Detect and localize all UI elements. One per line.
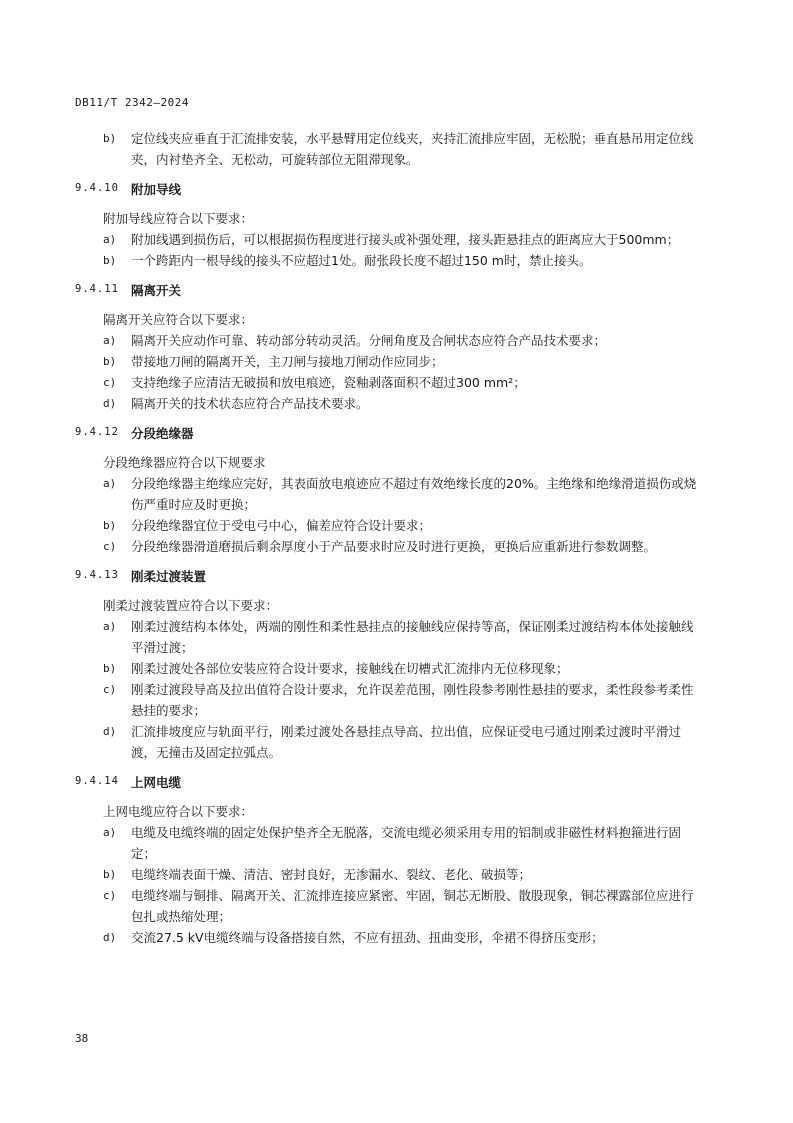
list-item bbox=[75, 616, 705, 658]
list-item-text: 分段绝缘器主绝缘应完好，其表面放电痕迹应不超过有效绝缘长度的20%。主绝缘和绝缘滑道损伤或烧伤严重时应及时更换； bbox=[131, 476, 697, 512]
list-marker: b) bbox=[103, 355, 117, 368]
sections-container bbox=[75, 180, 705, 948]
list-item-text: 支持绝缘子应清洁无破损和放电痕迹，瓷釉剥落面积不超过300 mm²； bbox=[131, 375, 526, 390]
list-item bbox=[75, 515, 705, 536]
section-heading bbox=[75, 773, 705, 795]
section-number: 9.4.10 bbox=[75, 182, 119, 194]
list-marker: d) bbox=[103, 397, 117, 410]
section-heading bbox=[75, 281, 705, 303]
list-item bbox=[75, 330, 705, 351]
section-title: 刚柔过渡装置 bbox=[131, 569, 207, 584]
list-marker: c) bbox=[103, 683, 117, 696]
section bbox=[75, 281, 705, 414]
document-code-header: DB11/T 2342—2024 bbox=[75, 96, 189, 109]
list-item bbox=[75, 372, 705, 393]
list-item bbox=[75, 473, 705, 515]
list-item bbox=[75, 864, 705, 885]
list-item bbox=[75, 536, 705, 557]
list-item bbox=[75, 679, 705, 721]
section-heading bbox=[75, 424, 705, 446]
section-title: 附加导线 bbox=[131, 182, 182, 197]
section-heading bbox=[75, 180, 705, 202]
list-item bbox=[75, 229, 705, 250]
section-title: 隔离开关 bbox=[131, 283, 182, 298]
list-item bbox=[75, 658, 705, 679]
section-heading bbox=[75, 567, 705, 589]
list-item-text: 电缆终端与铜排、隔离开关、汇流排连接应紧密、牢固，铜芯无断股、散股现象，铜芯裸露部位应进行包扎或热缩处理； bbox=[131, 888, 694, 924]
list-item-text: 隔离开关的技术状态应符合产品技术要求。 bbox=[131, 396, 369, 411]
list-marker: d) bbox=[103, 725, 117, 738]
list-item-text: 电缆终端表面干燥、清洁、密封良好，无渗漏水、裂纹、老化、破损等； bbox=[131, 867, 532, 882]
list-item bbox=[75, 351, 705, 372]
list-marker: b) bbox=[103, 519, 117, 532]
section bbox=[75, 773, 705, 948]
list-item-text: 定位线夹应垂直于汇流排安装，水平悬臂用定位线夹，夹持汇流排应牢固，无松脱；垂直悬吊用定位线夹，内衬垫齐全、无松动，可旋转部位无阻滞现象。 bbox=[131, 131, 694, 167]
list-item-text: 附加线遇到损伤后，可以根据损伤程度进行接头或补强处理，接头距悬挂点的距离应大于500mm； bbox=[131, 232, 680, 247]
list-item-text: 刚柔过渡结构本体处，两端的刚性和柔性悬挂点的接触线应保持等高，保证刚柔过渡结构本体处接触线平滑过渡； bbox=[131, 619, 694, 655]
section-intro: 上网电缆应符合以下要求： bbox=[103, 804, 254, 819]
list-item-text: 一个跨距内一根导线的接头不应超过1处。耐张段长度不超过150 m时，禁止接头。 bbox=[131, 253, 592, 268]
list-item bbox=[75, 721, 705, 763]
section-number: 9.4.13 bbox=[75, 569, 119, 581]
section-intro: 隔离开关应符合以下要求： bbox=[103, 312, 254, 327]
page-number: 38 bbox=[75, 1032, 89, 1045]
section-title: 分段绝缘器 bbox=[131, 426, 194, 441]
list-item-text: 汇流排坡度应与轨面平行，刚柔过渡处各悬挂点导高、拉出值，应保证受电弓通过刚柔过渡时平滑过渡，无撞击及固定拉弧点。 bbox=[131, 724, 682, 760]
section-number: 9.4.11 bbox=[75, 283, 119, 295]
section bbox=[75, 424, 705, 557]
section-number: 9.4.12 bbox=[75, 426, 119, 438]
list-item bbox=[75, 885, 705, 927]
document-body bbox=[75, 128, 705, 948]
section-intro: 附加导线应符合以下要求： bbox=[103, 211, 254, 226]
list-item-text: 刚柔过渡段导高及拉出值符合设计要求，允许误差范围，刚性段参考刚性悬挂的要求，柔性段参考柔性悬挂的要求； bbox=[131, 682, 694, 718]
list-marker: a) bbox=[103, 477, 117, 490]
list-marker: a) bbox=[103, 334, 117, 347]
list-item bbox=[75, 128, 705, 170]
list-marker: b) bbox=[103, 254, 117, 267]
list-marker: c) bbox=[103, 540, 117, 553]
list-item bbox=[75, 250, 705, 271]
list-item-text: 刚柔过渡处各部位安装应符合设计要求，接触线在切槽式汇流排内无位移现象； bbox=[131, 661, 569, 676]
list-item-text: 电缆及电缆终端的固定处保护垫齐全无脱落，交流电缆必须采用专用的铝制或非磁性材料抱箍进行固定； bbox=[131, 825, 682, 861]
list-item-text: 分段绝缘器滑道磨损后剩余厚度小于产品要求时应及时进行更换，更换后应重新进行参数调整。 bbox=[131, 539, 657, 554]
list-marker: b) bbox=[103, 868, 117, 881]
section-number: 9.4.14 bbox=[75, 775, 119, 787]
list-marker: c) bbox=[103, 889, 117, 902]
list-marker: a) bbox=[103, 233, 117, 246]
list-marker: b) bbox=[103, 132, 117, 145]
list-item bbox=[75, 822, 705, 864]
list-item-text: 带接地刀闸的隔离开关，主刀闸与接地刀闸动作应同步； bbox=[131, 354, 444, 369]
list-item bbox=[75, 393, 705, 414]
list-item-text: 交流27.5 kV电缆终端与设备搭接自然，不应有扭劲、扭曲变形，伞裙不得挤压变形； bbox=[131, 930, 604, 945]
list-marker: b) bbox=[103, 662, 117, 675]
list-marker: a) bbox=[103, 620, 117, 633]
section bbox=[75, 567, 705, 763]
list-marker: a) bbox=[103, 826, 117, 839]
list-item bbox=[75, 927, 705, 948]
list-marker: d) bbox=[103, 931, 117, 944]
list-marker: c) bbox=[103, 376, 117, 389]
section-title: 上网电缆 bbox=[131, 775, 182, 790]
section-intro: 分段绝缘器应符合以下规要求 bbox=[103, 455, 266, 470]
section-intro: 刚柔过渡装置应符合以下要求： bbox=[103, 598, 279, 613]
section bbox=[75, 180, 705, 271]
list-item-text: 分段绝缘器宜位于受电弓中心，偏差应符合设计要求； bbox=[131, 518, 432, 533]
list-item-text: 隔离开关应动作可靠、转动部分转动灵活。分闸角度及合闸状态应符合产品技术要求； bbox=[131, 333, 607, 348]
